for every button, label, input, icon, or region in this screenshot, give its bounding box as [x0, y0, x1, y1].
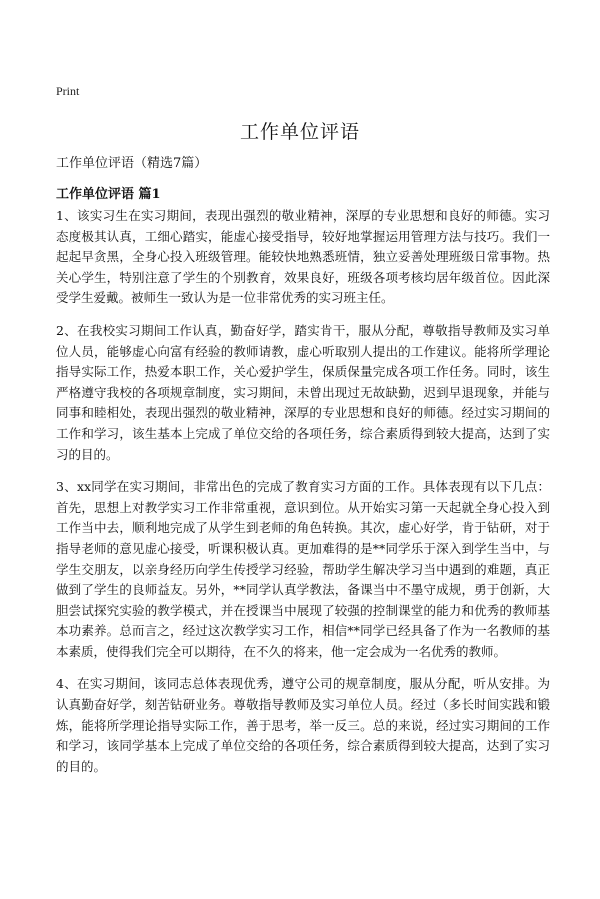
- paragraph-2: 2、在我校实习期间工作认真，勤奋好学，踏实肯干，服从分配，尊敬指导教师及实习单位人员，能够虚心向富有经验的教师请教，虚心听取别人提出的工作建议。能将所学理论指导实际工作，热爱本职工作，关心爱护学生，保质保量完成各项工作任务。同时，该生严格遵守我校的各项规章制度，实习期间，未曾出现过无故缺勤，迟到早退现象，并能与同事和睦相处，表现出强烈的敬业精神，深厚的专业思想和良好的师德。经过实习期间的工作和学习，该生基本上完成了单位交给的各项任务，综合素质得到较大提高，达到了实习的目的。: [56, 322, 550, 462]
- article-body: [56, 206, 550, 789]
- paragraph-1: 1、该实习生在实习期间，表现出强烈的敬业精神，深厚的专业思想和良好的师德。实习态度极其认真，工细心踏实，能虚心接受指导，较好地掌握运用管理方法与技巧。我们一起起早贪黑，全身心投入班级管理。能较快地熟悉班情，独立妥善处理班级日常事物。热关心学生，特别注意了学生的个别教育，效果良好，班级各项考核均居年级首位。因此深受学生爱戴。被师生一致认为是一位非常优秀的实习班主任。: [56, 208, 550, 306]
- print-link[interactable]: Print: [56, 84, 80, 98]
- paragraph-3: 3、xx同学在实习期间，非常出色的完成了教育实习方面的工作。具体表现有以下几点：首先，思想上对教学实习工作非常重视，意识到位。从开始实习第一天起就全身心投入到工作当中去，顺利地完成了从学生到老师的角色转换。其次，虚心好学，肯于钻研，对于指导老师的意见虚心接受，听课积极认真。更加难得的是**同学乐于深入到学生当中，与学生交朋友，以亲身经历向学生传授学习经验，帮助学生解决学习当中遇到的难题，真正做到了学生的良师益友。另外，**同学认真学教法，备课当中不墨守成规，勇于创新，大胆尝试探究实验的教学模式，并在授课当中展现了较强的控制课堂的能力和优秀的教师基本功素养。总而言之，经过这次教学实习工作，相信**同学已经具备了作为一名教师的基本素质，使得我们完全可以期待，在不久的将来，他一定会成为一名优秀的教师。: [56, 479, 550, 659]
- document-title: 工作单位评语: [239, 121, 360, 143]
- section-heading: 工作单位评语 篇1: [56, 187, 161, 202]
- document-subtitle: 工作单位评语（精选7篇）: [56, 156, 208, 171]
- paragraph-4: 4、在实习期间，该同志总体表现优秀，遵守公司的规章制度，服从分配，听从安排。为认真勤奋好学，刻苦钻研业务。尊敬指导教师及实习单位人员。经过（多长时间实践和锻炼，能将所学理论指导实际工作，善于思考，举一反三。总的来说，经过实习期间的工作和学习，该同学基本上完成了单位交给的各项任务，综合素质得到较大提高，达到了实习的目的。: [56, 676, 550, 774]
